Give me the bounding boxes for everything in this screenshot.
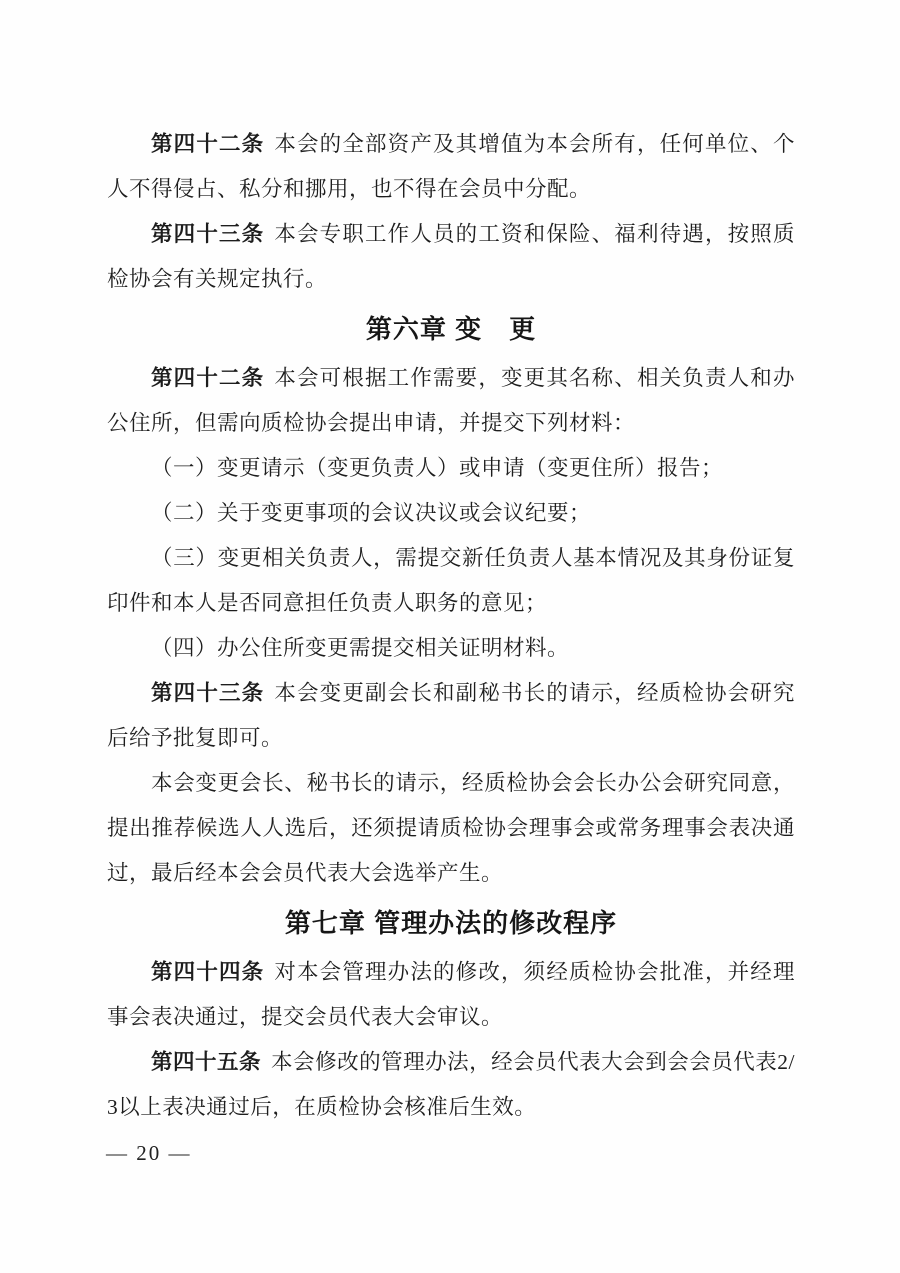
article-43-ch6-paragraph xyxy=(107,671,795,761)
article-42-ch5-paragraph xyxy=(107,122,795,212)
list-item-4-text: （四）办公住所变更需提交相关证明材料。 xyxy=(151,636,570,660)
list-item-2-text: （二）关于变更事项的会议决议或会议纪要； xyxy=(151,501,592,525)
chairman-change-text: 本会变更会长、秘书长的请示，经质检协会会长办公会研究同意，提出推荐候选人人选后，还须提请质检协会理事会或常务理事会表决通过，最后经本会会员代表大会选举产生。 xyxy=(107,771,795,885)
article-44-number: 第四十四条 xyxy=(151,960,265,984)
list-item-1 xyxy=(107,446,795,491)
list-item-4 xyxy=(107,626,795,671)
article-45-text: 本会修改的管理办法，经会员代表大会到会会员代表2/3以上表决通过后，在质检协会核准后生效。 xyxy=(107,1050,795,1119)
article-43-ch6-number: 第四十三条 xyxy=(151,681,265,705)
article-43-ch6-text: 本会变更副会长和副秘书长的请示，经质检协会研究后给予批复即可。 xyxy=(107,681,795,750)
article-43-ch5-text: 本会专职工作人员的工资和保险、福利待遇，按照质检协会有关规定执行。 xyxy=(107,222,795,291)
article-42-ch5-number: 第四十二条 xyxy=(151,132,265,156)
article-42-ch6-paragraph xyxy=(107,356,795,446)
chapter-7-heading: 第七章 管理办法的修改程序 xyxy=(284,908,618,938)
article-45-paragraph xyxy=(107,1040,795,1130)
list-item-1-text: （一）变更请示（变更负责人）或申请（变更住所）报告； xyxy=(151,456,724,480)
page-number: — 20 — xyxy=(106,1141,192,1165)
article-42-ch5-text: 本会的全部资产及其增值为本会所有，任何单位、个人不得侵占、私分和挪用，也不得在会员中分配。 xyxy=(107,132,795,201)
article-42-ch6-text: 本会可根据工作需要，变更其名称、相关负责人和办公住所，但需向质检协会提出申请，并提交下列材料： xyxy=(107,366,795,435)
list-item-3 xyxy=(107,536,795,626)
chapter-6-heading: 第六章 变 更 xyxy=(365,314,537,344)
article-43-ch5-number: 第四十三条 xyxy=(151,222,265,246)
article-42-ch6-number: 第四十二条 xyxy=(151,366,265,390)
list-item-2 xyxy=(107,491,795,536)
list-item-3-text: （三）变更相关负责人，需提交新任负责人基本情况及其身份证复印件和本人是否同意担任负责人职务的意见； xyxy=(107,546,795,615)
article-44-text: 对本会管理办法的修改，须经质检协会批准，并经理事会表决通过，提交会员代表大会审议。 xyxy=(107,960,795,1029)
chairman-change-paragraph xyxy=(107,761,795,896)
article-43-ch5-paragraph xyxy=(107,212,795,302)
article-44-paragraph xyxy=(107,950,795,1040)
document-body xyxy=(107,122,795,1130)
article-45-number: 第四十五条 xyxy=(151,1050,262,1074)
